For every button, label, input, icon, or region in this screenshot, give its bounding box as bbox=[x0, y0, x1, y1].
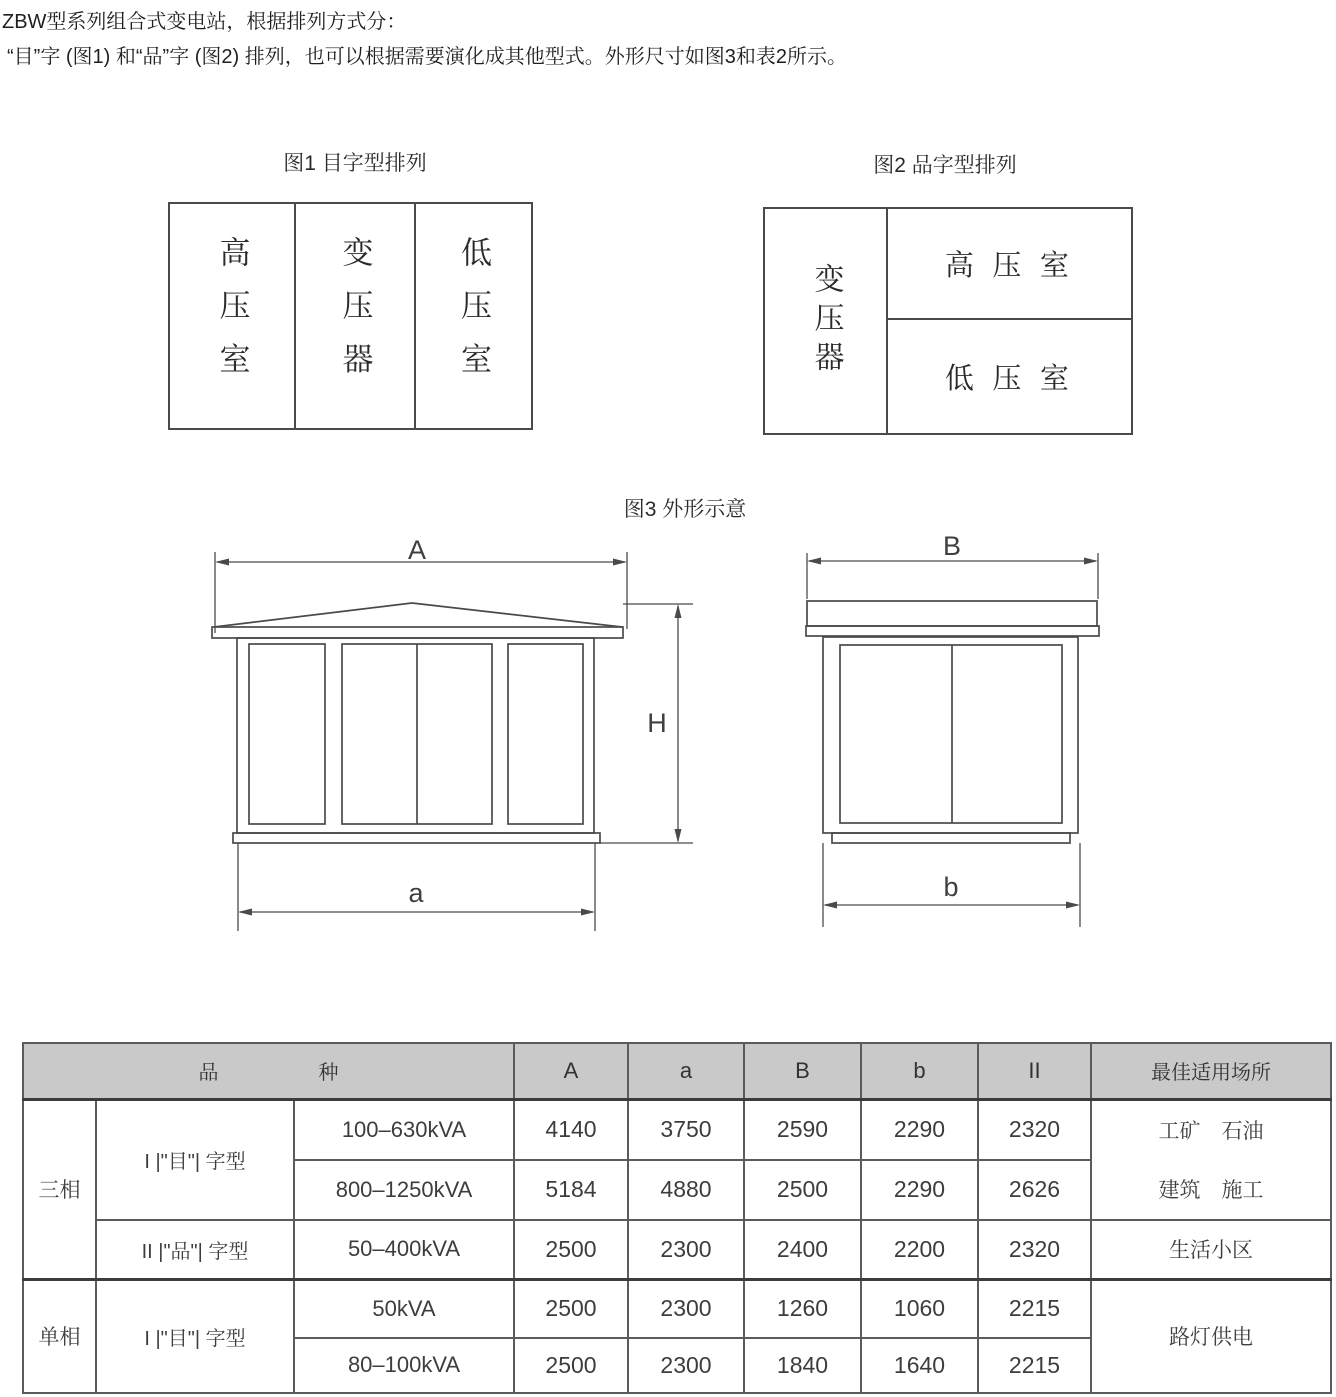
cell-r1-B: 2590 bbox=[744, 1099, 861, 1160]
cell-place-residential: 生活小区 bbox=[1091, 1220, 1331, 1280]
col-header-a: a bbox=[628, 1043, 744, 1099]
figure1-cell-transformer bbox=[294, 204, 414, 428]
intro-line-2: “目”字 (图1) 和“品”字 (图2) 排列，也可以根据需要演化成其他型式。外形尺寸如图3和表2所示。 bbox=[7, 46, 847, 68]
figure2-cell-lv bbox=[888, 320, 1131, 433]
front-dimension-arrows bbox=[215, 559, 682, 916]
table-row bbox=[23, 1220, 1331, 1280]
cell-r3-H: 2320 bbox=[978, 1220, 1091, 1280]
cell-type-mu-2: I |"目"| 字型 bbox=[96, 1280, 294, 1393]
cell-phase-threephase: 三相 bbox=[23, 1099, 96, 1280]
cell-r3-B: 2400 bbox=[744, 1220, 861, 1280]
cell-place-industry bbox=[1091, 1099, 1331, 1220]
cell-r1-H: 2320 bbox=[978, 1099, 1091, 1160]
figure2-hv-label: 高 压 室 bbox=[944, 250, 1075, 282]
front-elevation-drawing bbox=[212, 603, 623, 843]
cell-r2-A: 5184 bbox=[514, 1160, 628, 1220]
figure1-diagram bbox=[168, 202, 533, 430]
cell-type-pin: II |"品"| 字型 bbox=[96, 1220, 294, 1280]
col-header-B: B bbox=[744, 1043, 861, 1099]
figure1-cell-lv bbox=[414, 204, 531, 428]
cell-r5-b: 1640 bbox=[861, 1338, 978, 1393]
place-two-lines bbox=[1092, 1101, 1330, 1219]
col-header-variety: 品 种 bbox=[23, 1043, 514, 1099]
dim-label-A: A bbox=[407, 535, 427, 565]
cell-r5-A: 2500 bbox=[514, 1338, 628, 1393]
figure1-hv-label: 高压室 bbox=[214, 236, 250, 396]
figure2-cell-hv bbox=[888, 209, 1131, 320]
figure2-right-stack bbox=[888, 209, 1131, 433]
cell-r1-b: 2290 bbox=[861, 1099, 978, 1160]
figure1-title: 图1 目字型排列 bbox=[283, 152, 427, 175]
cell-r2-kva: 800–1250kVA bbox=[294, 1160, 514, 1220]
table-header-row bbox=[23, 1043, 1331, 1099]
spec-table bbox=[22, 1042, 1332, 1394]
cell-r2-a: 4880 bbox=[628, 1160, 744, 1220]
intro-line-1: ZBW型系列组合式变电站，根据排列方式分： bbox=[2, 11, 407, 33]
dim-label-H: H bbox=[647, 708, 667, 738]
col-header-b: b bbox=[861, 1043, 978, 1099]
table-row bbox=[23, 1280, 1331, 1338]
dim-label-a: a bbox=[408, 878, 424, 908]
col-header-A: A bbox=[514, 1043, 628, 1099]
cell-r3-a: 2300 bbox=[628, 1220, 744, 1280]
cell-place-streetlight: 路灯供电 bbox=[1091, 1280, 1331, 1393]
cell-r1-kva: 100–630kVA bbox=[294, 1099, 514, 1160]
figure2-transformer-label: 变压器 bbox=[809, 262, 843, 380]
figure2-diagram bbox=[763, 207, 1133, 435]
figure1-cell-hv bbox=[170, 204, 294, 428]
cell-r3-A: 2500 bbox=[514, 1220, 628, 1280]
figure2-cell-transformer bbox=[765, 209, 888, 433]
figure3-title: 图3 外形示意 bbox=[623, 498, 747, 521]
table-row bbox=[23, 1099, 1331, 1160]
col-header-place: 最佳适用场所 bbox=[1091, 1043, 1331, 1099]
cell-phase-singlephase: 单相 bbox=[23, 1280, 96, 1393]
figure2-lv-label: 低 压 室 bbox=[944, 363, 1075, 395]
col-header-H: II bbox=[978, 1043, 1091, 1099]
cell-r4-kva: 50kVA bbox=[294, 1280, 514, 1338]
figure1-transformer-label: 变压器 bbox=[337, 236, 373, 396]
cell-r4-a: 2300 bbox=[628, 1280, 744, 1338]
cell-r2-H: 2626 bbox=[978, 1160, 1091, 1220]
cell-r1-A: 4140 bbox=[514, 1099, 628, 1160]
cell-r5-kva: 80–100kVA bbox=[294, 1338, 514, 1393]
figure3-elevation-drawings bbox=[180, 535, 1140, 937]
cell-type-mu-1: I |"目"| 字型 bbox=[96, 1099, 294, 1220]
cell-r3-kva: 50–400kVA bbox=[294, 1220, 514, 1280]
dim-label-B: B bbox=[942, 535, 962, 561]
cell-r3-b: 2200 bbox=[861, 1220, 978, 1280]
front-dimension-lines bbox=[215, 552, 693, 931]
cell-r2-B: 2500 bbox=[744, 1160, 861, 1220]
cell-r4-A: 2500 bbox=[514, 1280, 628, 1338]
cell-r5-H: 2215 bbox=[978, 1338, 1091, 1393]
cell-r4-b: 1060 bbox=[861, 1280, 978, 1338]
cell-r4-H: 2215 bbox=[978, 1280, 1091, 1338]
place-line-2: 建筑 施工 bbox=[1158, 1179, 1264, 1202]
cell-r2-b: 2290 bbox=[861, 1160, 978, 1220]
cell-r5-B: 1840 bbox=[744, 1338, 861, 1393]
dim-label-b: b bbox=[943, 872, 959, 902]
dimension-labels bbox=[408, 535, 961, 908]
place-line-1: 工矿 石油 bbox=[1158, 1120, 1264, 1143]
cell-r5-a: 2300 bbox=[628, 1338, 744, 1393]
figure2-title: 图2 品字型排列 bbox=[873, 154, 1017, 177]
side-elevation-drawing bbox=[806, 601, 1099, 843]
cell-r1-a: 3750 bbox=[628, 1099, 744, 1160]
figure1-lv-label: 低压室 bbox=[456, 236, 491, 396]
cell-r4-B: 1260 bbox=[744, 1280, 861, 1338]
